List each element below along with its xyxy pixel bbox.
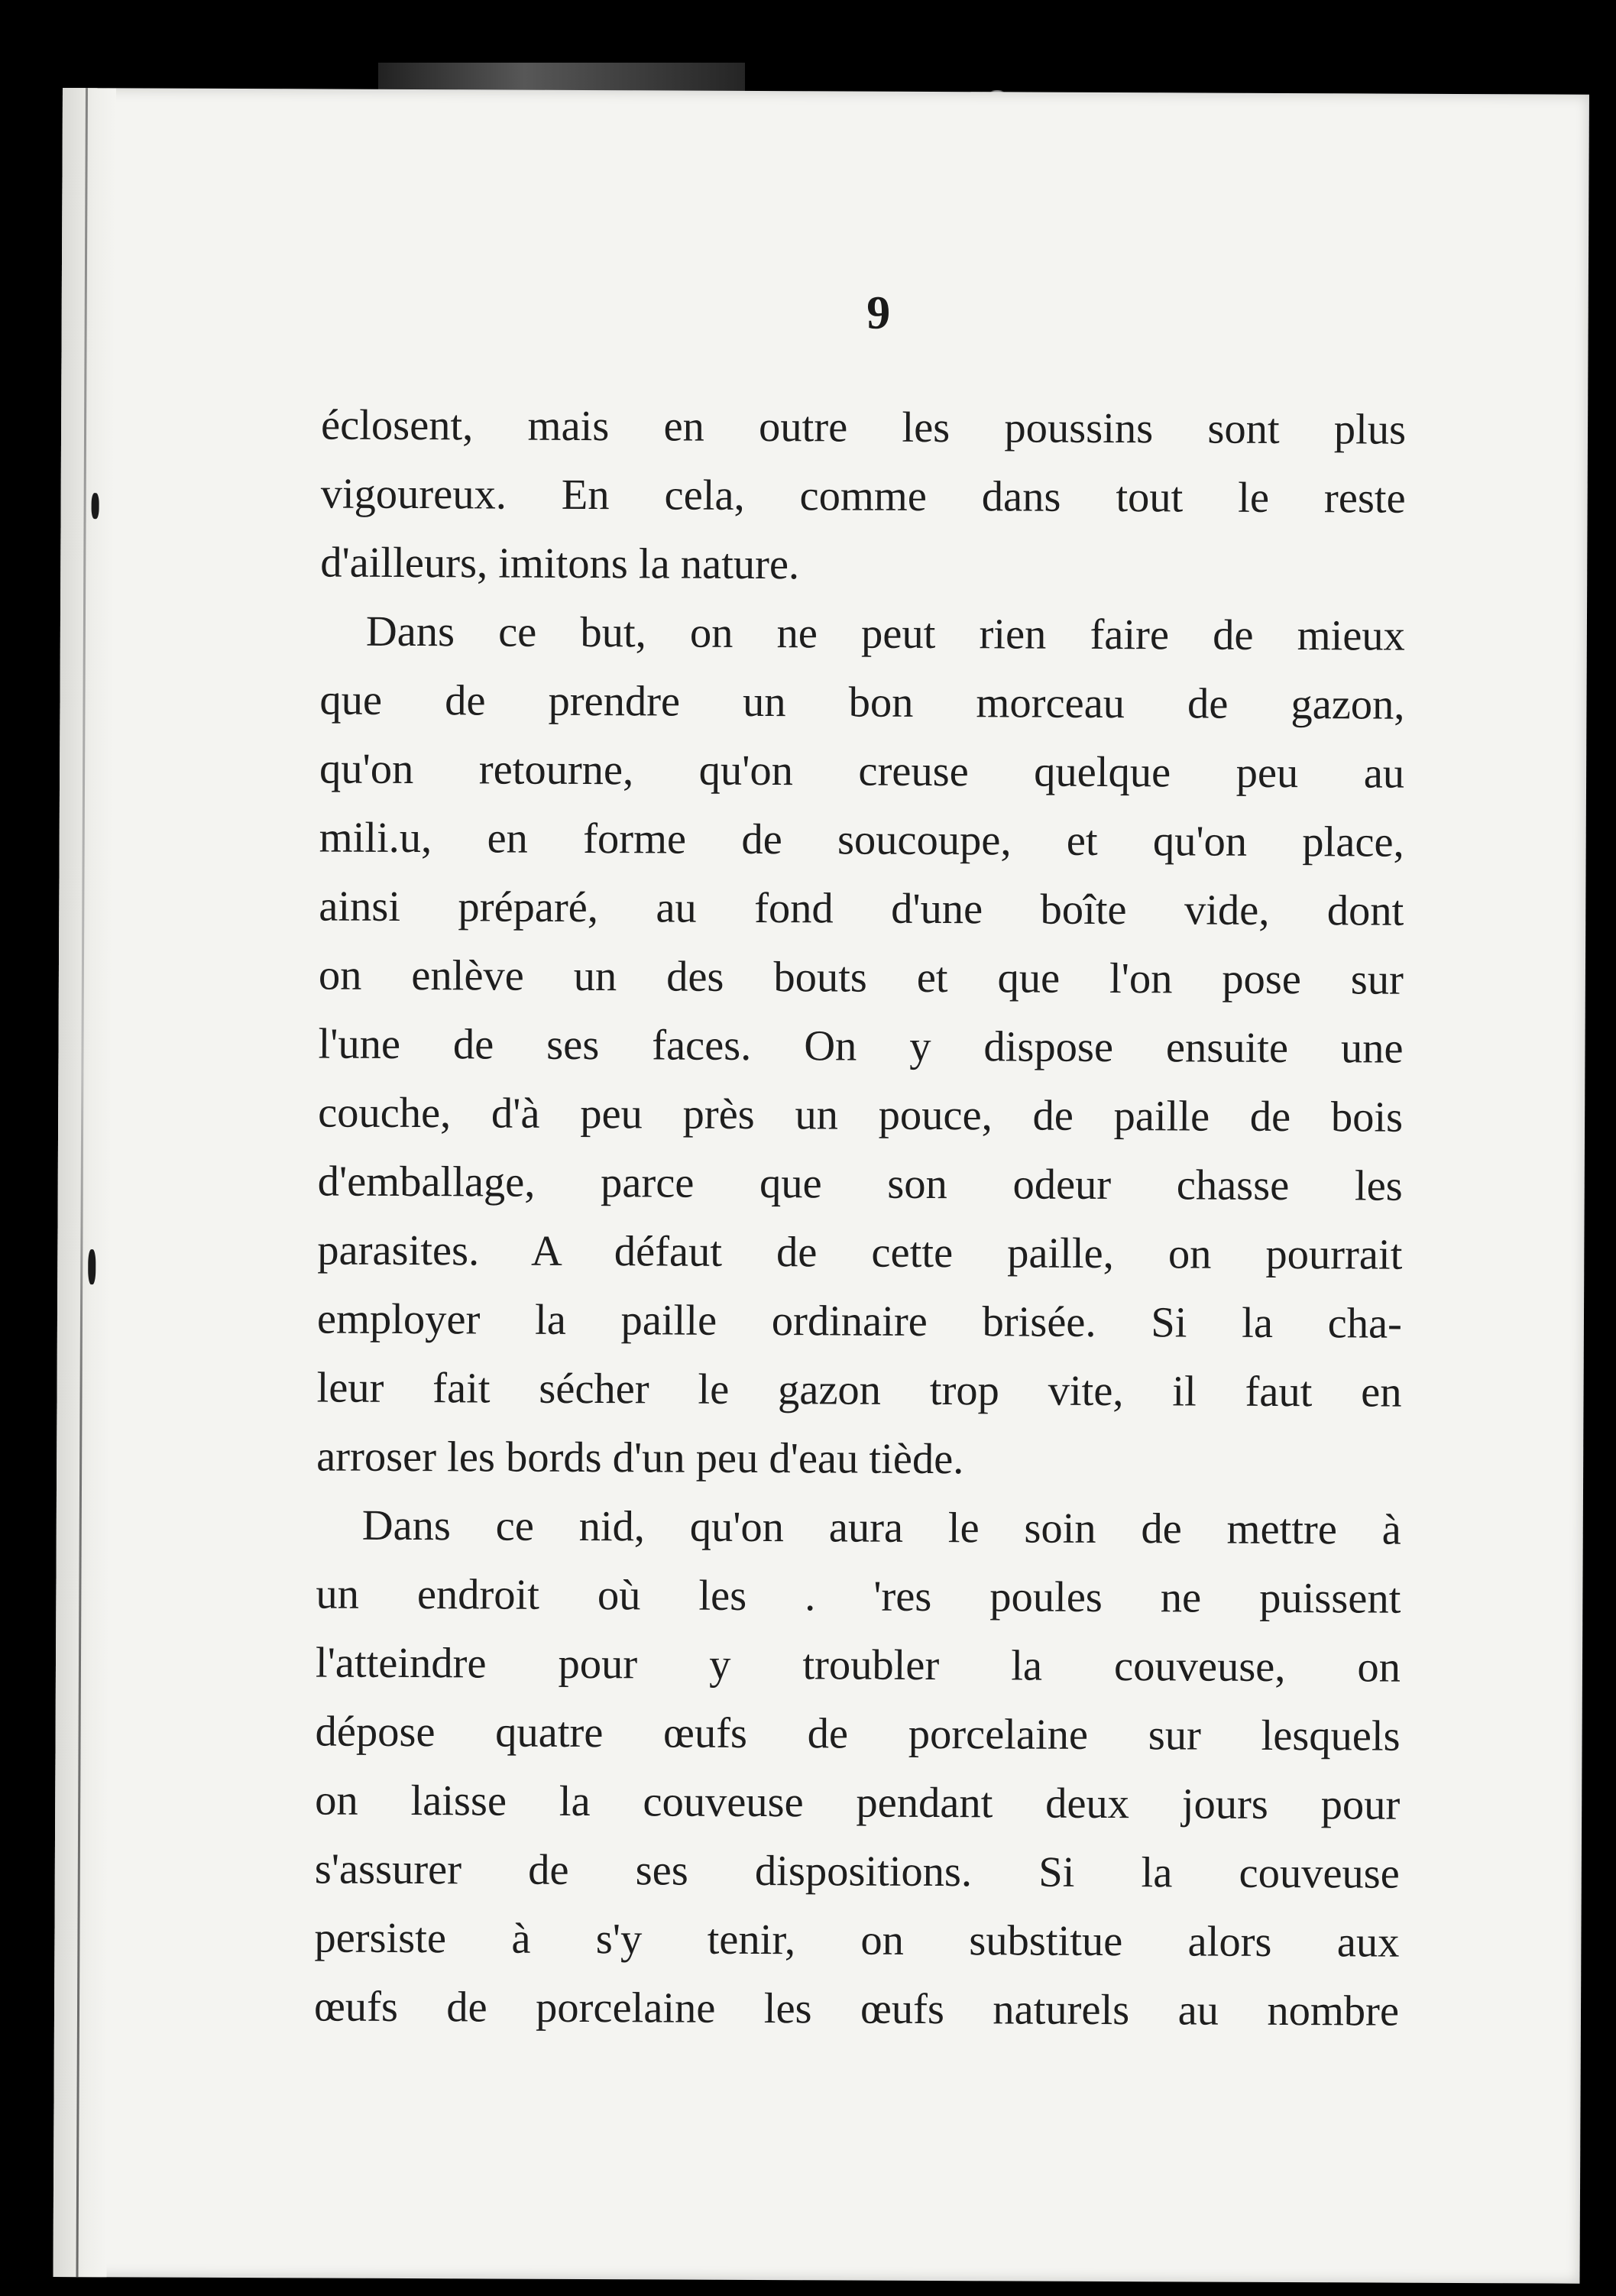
book-page [53,88,1588,2284]
text-line: d'ailleurs, imitons la nature. [320,539,800,589]
binding-mark [92,493,99,519]
text-line: dépose quatre œufs de porcelaine sur lesquels [315,1708,1401,1760]
text-line: Dans ce nid, qu'on aura le soin de mettre à [361,1501,1401,1554]
body-text [314,390,1406,2045]
text-line: éclosent, mais en outre les poussins sont plus [320,401,1407,454]
text-line: on laisse la couveuse pendant deux jours pour [315,1776,1401,1829]
text-line: parasites. A défaut de cette paille, on pourrait [317,1226,1403,1279]
text-line: leur fait sécher le gazon trop vite, il faut en [316,1364,1402,1417]
text-line: s'assurer de ses dispositions. Si la couveuse [314,1845,1400,1898]
text-line: persiste à s'y tenir, on substitue alors aux [314,1914,1400,1967]
binding-mark [88,1249,96,1284]
text-line: d'emballage, parce que son odeur chasse les [317,1158,1403,1210]
text-line: ainsi préparé, au fond d'une boîte vide, dont [319,882,1404,935]
text-line: l'une de ses faces. On y dispose ensuite une [318,1020,1404,1073]
text-line: que de prendre un bon morceau de gazon, [319,676,1405,729]
text-line: qu'on retourne, qu'on creuse quelque peu au [319,745,1405,798]
text-line: vigoureux. En cela, comme dans tout le reste [320,470,1406,523]
text-line: on enlève un des bouts et que l'on pose sur [318,951,1404,1004]
page-number: 9 [866,287,891,339]
text-line: Dans ce but, on ne peut rien faire de mieux [365,607,1406,660]
text-line: mili.u, en forme de soucoupe, et qu'on place, [319,814,1404,866]
text-line: employer la paille ordinaire brisée. Si la cha- [316,1295,1403,1348]
text-line: œufs de porcelaine les œufs naturels au nombre [313,1983,1400,2035]
text-line: un endroit où les . 'res poules ne puissent [316,1570,1401,1623]
text-line: l'atteindre pour y troubler la couveuse, on [315,1639,1401,1692]
text-line: couche, d'à peu près un pouce, de paille de bois [318,1089,1404,1142]
text-line: arroser les bords d'un peu d'eau tiède. [316,1433,964,1484]
